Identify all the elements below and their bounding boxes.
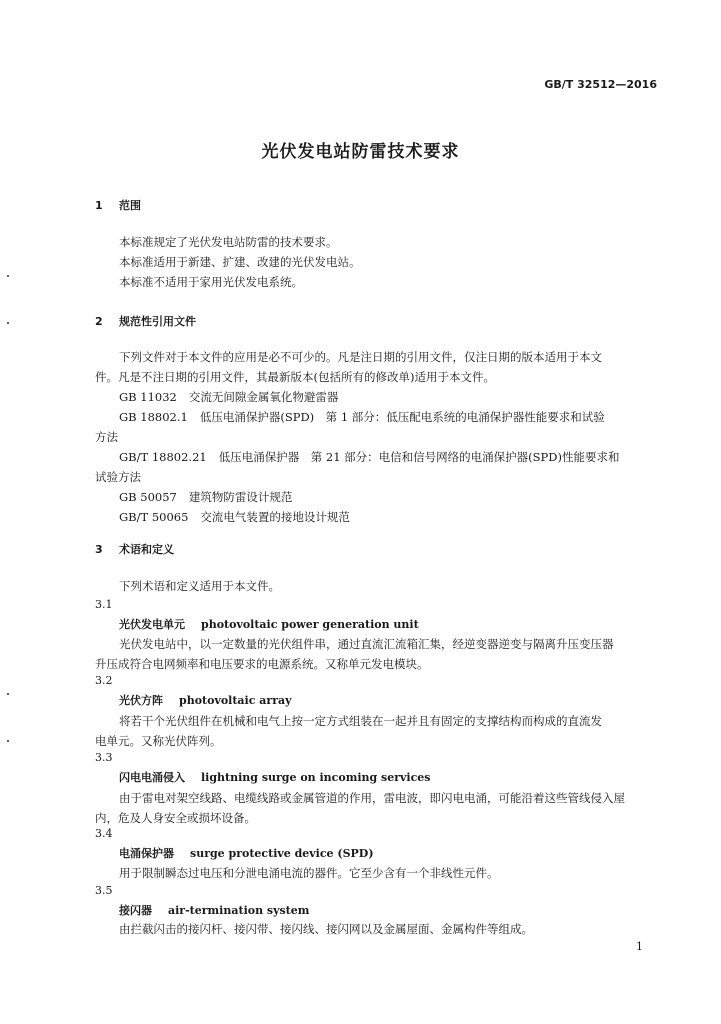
scan-mark <box>7 275 9 277</box>
term-zh: 闪电电涌侵入 <box>119 771 185 784</box>
section-title: 范围 <box>119 199 141 212</box>
term-en: surge protective device (SPD) <box>190 847 374 860</box>
reference-continuation: 试验方法 <box>95 470 141 484</box>
term-heading <box>119 902 309 918</box>
reference-title: 建筑物防雷设计规范 <box>188 490 293 504</box>
scope-line: 本标准规定了光伏发电站防雷的技术要求。 <box>119 235 338 249</box>
terms-intro: 下列术语和定义适用于本文件。 <box>119 579 280 593</box>
reference-title: 低压电涌保护器(SPD) 第 1 部分：低压配电系统的电涌保护器性能要求和试验 <box>199 410 605 424</box>
scan-mark <box>7 322 9 324</box>
term-heading <box>119 616 419 632</box>
term-definition: 电单元。又称光伏阵列。 <box>95 734 222 748</box>
section-number: 1 <box>95 199 103 212</box>
term-definition: 将若干个光伏组件在机械和电气上按一定方式组装在一起并且有固定的支撑结构而构成的直流发 <box>119 714 602 728</box>
reference-code: GB 11032 <box>119 390 177 404</box>
standard-number: GB/T 32512—2016 <box>544 78 657 91</box>
reference-item <box>119 489 292 505</box>
section-title: 术语和定义 <box>119 543 174 556</box>
section-heading-terms <box>95 541 174 557</box>
term-en: lightning surge on incoming services <box>201 771 431 784</box>
term-number: 3.5 <box>95 884 113 897</box>
term-zh: 光伏方阵 <box>119 694 163 707</box>
term-en: photovoltaic power generation unit <box>201 618 419 631</box>
term-number: 3.3 <box>95 751 113 764</box>
scan-mark <box>7 693 9 695</box>
section-number: 3 <box>95 543 103 556</box>
term-definition: 用于限制瞬态过电压和分泄电涌电流的器件。它至少含有一个非线性元件。 <box>119 866 499 880</box>
term-en: photovoltaic array <box>179 694 292 707</box>
term-heading <box>119 769 431 785</box>
term-definition: 光伏发电站中，以一定数量的光伏组件串，通过直流汇流箱汇集，经逆变器逆变与隔离升压变压器 <box>119 637 614 651</box>
term-definition: 内，危及人身安全或损坏设备。 <box>95 811 256 825</box>
term-number: 3.2 <box>95 674 113 687</box>
term-zh: 接闪器 <box>119 904 152 917</box>
reference-title: 交流无间隙金属氧化物避雷器 <box>188 390 339 404</box>
section-number: 2 <box>95 315 103 328</box>
page-title: 光伏发电站防雷技术要求 <box>261 142 460 162</box>
term-number: 3.1 <box>95 598 113 611</box>
term-definition: 由于雷电对架空线路、电缆线路或金属管道的作用，雷电波，即闪电电涌，可能沿着这些管线侵入屋 <box>119 791 625 805</box>
term-zh: 电涌保护器 <box>119 847 174 860</box>
normative-intro: 件。凡是不注日期的引用文件，其最新版本(包括所有的修改单)适用于本文件。 <box>95 370 495 384</box>
reference-title: 低压电涌保护器 第 21 部分：电信和信号网络的电涌保护器(SPD)性能要求和 <box>218 450 620 464</box>
term-zh: 光伏发电单元 <box>119 618 185 631</box>
reference-code: GB 18802.1 <box>119 410 188 424</box>
section-heading-normative <box>95 313 196 329</box>
term-definition: 升压成符合电网频率和电压要求的电源系统。又称单元发电模块。 <box>95 657 429 671</box>
section-heading-scope <box>95 197 141 213</box>
term-number: 3.4 <box>95 827 113 840</box>
scan-mark <box>7 740 9 742</box>
reference-item <box>119 409 605 425</box>
reference-code: GB/T 18802.21 <box>119 450 207 464</box>
reference-code: GB 50057 <box>119 490 177 504</box>
term-en: air-termination system <box>168 904 310 917</box>
reference-item <box>119 389 338 405</box>
page-number: 1 <box>636 940 643 953</box>
term-heading <box>119 692 292 708</box>
reference-continuation: 方法 <box>95 430 118 444</box>
normative-intro: 下列文件对于本文件的应用是必不可少的。凡是注日期的引用文件，仅注日期的版本适用于本文 <box>119 350 602 364</box>
scope-line: 本标准适用于新建、扩建、改建的光伏发电站。 <box>119 255 361 269</box>
reference-item <box>119 509 350 525</box>
reference-code: GB/T 50065 <box>119 510 189 524</box>
term-heading <box>119 845 374 861</box>
reference-title: 交流电气装置的接地设计规范 <box>200 510 350 524</box>
reference-item <box>119 449 619 465</box>
term-definition: 由拦截闪击的接闪杆、接闪带、接闪线、接闪网以及金属屋面、金属构件等组成。 <box>119 922 533 936</box>
section-title: 规范性引用文件 <box>119 315 196 328</box>
scope-line: 本标准不适用于家用光伏发电系统。 <box>119 275 303 289</box>
